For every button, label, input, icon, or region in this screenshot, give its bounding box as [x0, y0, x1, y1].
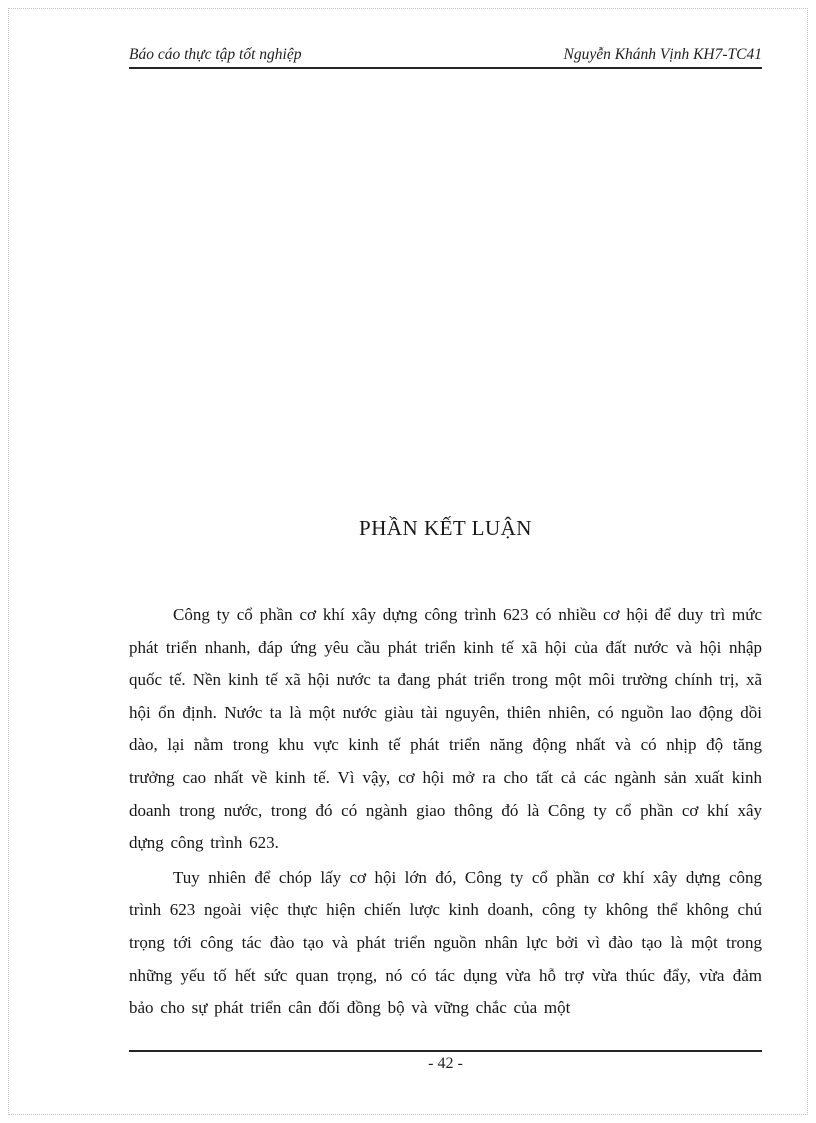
page-header — [129, 0, 762, 69]
header-author-name: Nguyễn Khánh Vịnh KH7-TC41 — [563, 46, 762, 63]
page-content — [129, 0, 762, 1027]
header-report-title: Báo cáo thực tập tốt nghiệp — [129, 46, 302, 63]
paragraph: Tuy nhiên để chóp lấy cơ hội lớn đó, Công ty cổ phần cơ khí xây dựng công trình 623 ngoài việc thực hiện chiến lược kinh doanh, công ty không thể không chú trọng tới công tác đào tạo và phát triển nguồn nhân lực bởi vì đào tạo là một trong những yếu tố hết sức quan trọng, nó có tác dụng vừa hỗ trợ vừa thúc đẩy, vừa đảm bảo cho sự phát triển cân đối đồng bộ và vững chắc của một — [129, 867, 762, 1018]
page-footer — [129, 1050, 762, 1073]
section-title: PHẦN KẾT LUẬN — [359, 516, 532, 540]
paragraph: Công ty cổ phần cơ khí xây dựng công trình 623 có nhiều cơ hội để duy trì mức phát triển nhanh, đáp ứng yêu cầu phát triển kinh tế xã hội của đất nước và hội nhập quốc tế. Nền kinh tế xã hội nước ta đang phát triển trong một môi trường chính trị, xã hội ổn định. Nước ta là một nước giàu tài nguyên, thiên nhiên, có nguồn lao động dồi dào, lại nằm trong khu vực kinh tế phát triển năng động nhất và có nhịp độ tăng trưởng cao nhất về kinh tế. Vì vậy, cơ hội mở ra cho tất cả các ngành sản xuất kinh doanh trong nước, trong đó có ngành giao thông đó là Công ty cổ phần cơ khí xây dựng công trình 623. — [129, 605, 762, 853]
body-text — [129, 599, 762, 1025]
page-number: - 42 - — [428, 1055, 463, 1072]
